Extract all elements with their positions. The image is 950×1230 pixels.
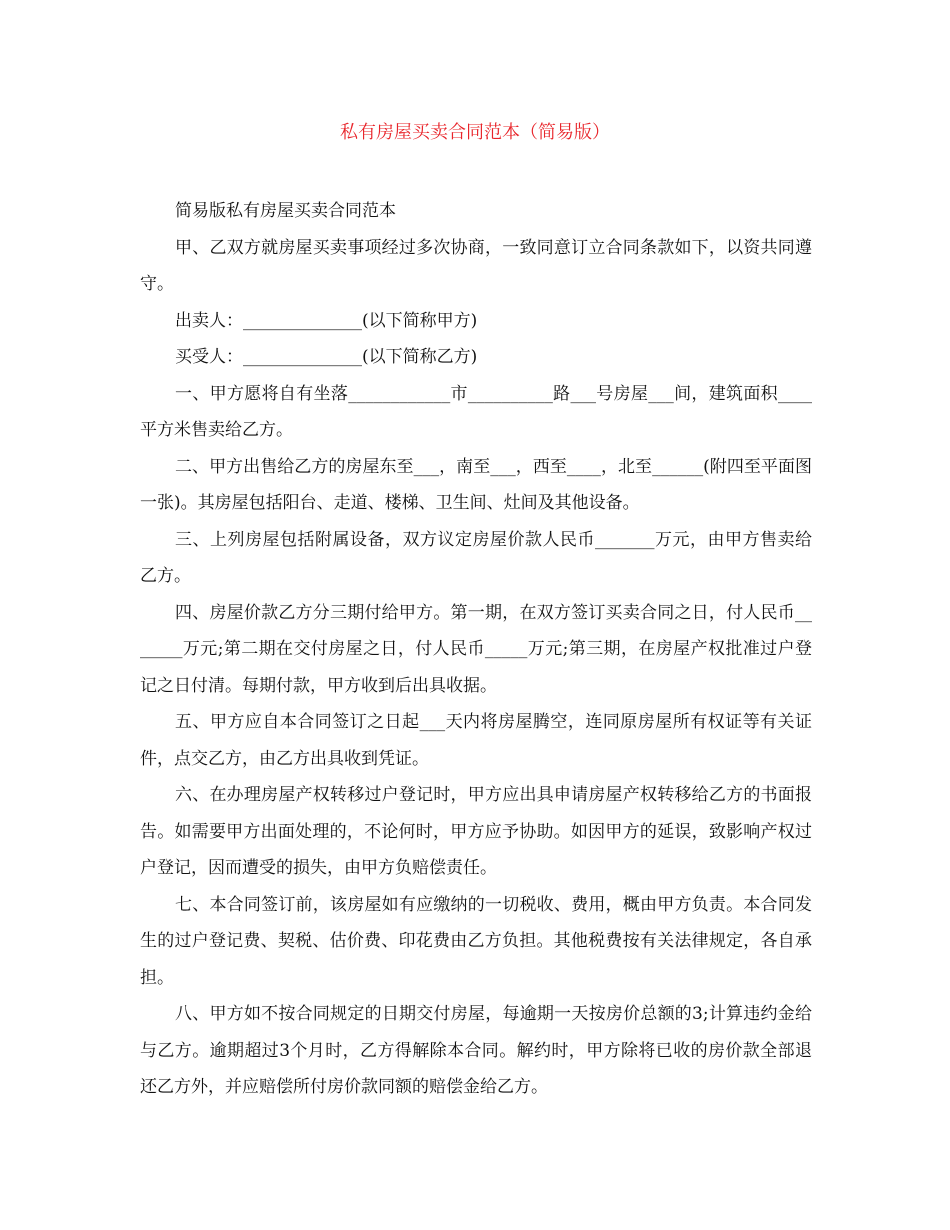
clause-2: 二、甲方出售给乙方的房屋东至___，南至___，西至____，北至______(附四至平面图一张)。其房屋包括阳台、走道、楼梯、卫生间、灶间及其他设备。: [140, 456, 812, 513]
paragraph-preamble: 甲、乙双方就房屋买卖事项经过多次协商，一致同意订立合同条款如下，以资共同遵守。: [140, 237, 812, 294]
paragraph-buyer: 买受人：______________(以下简称乙方): [175, 347, 478, 367]
document-title: 私有房屋买卖合同范本（简易版）: [340, 122, 610, 143]
clause-1: 一、甲方愿将自有坐落____________市__________路___号房屋___间，建筑面积____平方米售卖给乙方。: [140, 383, 812, 440]
paragraph-heading: 简易版私有房屋买卖合同范本: [175, 201, 396, 221]
clause-4: 四、房屋价款乙方分三期付给甲方。第一期，在双方签订买卖合同之日，付人民币_______万元;第二期在交付房屋之日，付人民币_____万元;第三期，在房屋产权批准过户登记之日付清。每期付款，甲方收到后出具收据。: [140, 602, 812, 696]
clause-5: 五、甲方应自本合同签订之日起___天内将房屋腾空，连同原房屋所有权证等有关证件，点交乙方，由乙方出具收到凭证。: [140, 712, 812, 769]
clause-7: 七、本合同签订前，该房屋如有应缴纳的一切税收、费用，概由甲方负责。本合同发生的过户登记费、契税、估价费、印花费由乙方负担。其他税费按有关法律规定，各自承担。: [140, 894, 812, 988]
paragraph-seller: 出卖人：______________(以下简称甲方): [175, 310, 478, 331]
clause-8: 八、甲方如不按合同规定的日期交付房屋，每逾期一天按房价总额的3;计算违约金给与乙方。逾期超过3个月时，乙方得解除本合同。解约时，甲方除将已收的房价款全部退还乙方外，并应赔偿所付房价款同额的赔偿金给乙方。: [140, 1004, 812, 1097]
clause-6: 六、在办理房屋产权转移过户登记时，甲方应出具申请房屋产权转移给乙方的书面报告。如需要甲方出面处理的，不论何时，甲方应予协助。如因甲方的延误，致影响产权过户登记，因而遭受的损失，由甲方负赔偿责任。: [140, 785, 812, 878]
clause-3: 三、上列房屋包括附属设备，双方议定房屋价款人民币_______万元，由甲方售卖给乙方。: [140, 529, 812, 586]
document-body: [140, 193, 812, 1106]
